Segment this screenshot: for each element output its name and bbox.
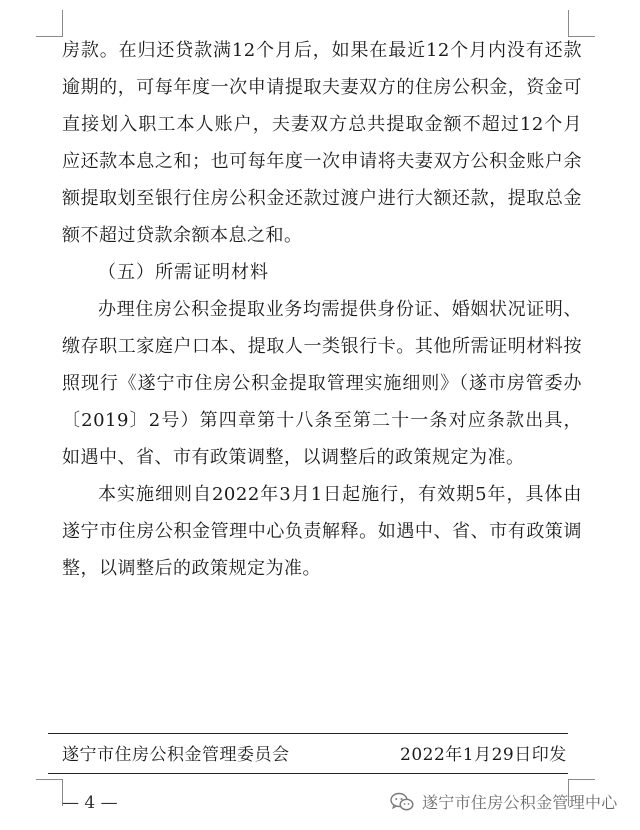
page-number: — 4 —	[62, 793, 118, 813]
footer-rule-top	[48, 733, 568, 734]
crop-mark-bottom-left	[36, 779, 63, 806]
paragraph-continuation: 房款。在归还贷款满12个月后，如果在最近12个月内没有还款逾期的，可每年度一次申请提取夫妻双方的住房公积金，资金可直接划入职工本人账户，夫妻双方总共提取金额不超过12个月应还款本息之和；也可每年度一次申请将夫妻双方公积金账户余额提取划至银行住房公积金还款过渡户进行大额还款，提取总金额不超过贷款余额本息之和。	[62, 40, 582, 246]
paragraph-effective-date: 本实施细则自2022年3月1日起施行，有效期5年，具体由遂宁市住房公积金管理中心负责解释。如遇中、省、市有政策调整，以调整后的政策规定为准。	[62, 484, 582, 579]
footer-rule-bottom	[48, 773, 568, 774]
section-heading: （五）所需证明材料	[98, 262, 269, 283]
footer-issue-date: 2022年1月29日印发	[400, 745, 567, 765]
document-body	[62, 32, 582, 587]
wechat-watermark	[390, 790, 618, 813]
crop-mark-top-left	[36, 10, 63, 37]
wechat-icon	[390, 792, 414, 812]
wechat-account-name: 遂宁市住房公积金管理中心	[422, 793, 618, 812]
paragraph-required-materials: 办理住房公积金提取业务均需提供身份证、婚姻状况证明、缴存职工家庭户口本、提取人一类银行卡。其他所需证明材料按照现行《遂宁市住房公积金提取管理实施细则》（遂市房管委办〔2019〕2号）第四章第十八条至第二十一条对应条款出具，如遇中、省、市有政策调整，以调整后的政策规定为准。	[62, 299, 582, 468]
footer-issuer: 遂宁市住房公积金管理委员会	[62, 745, 290, 765]
